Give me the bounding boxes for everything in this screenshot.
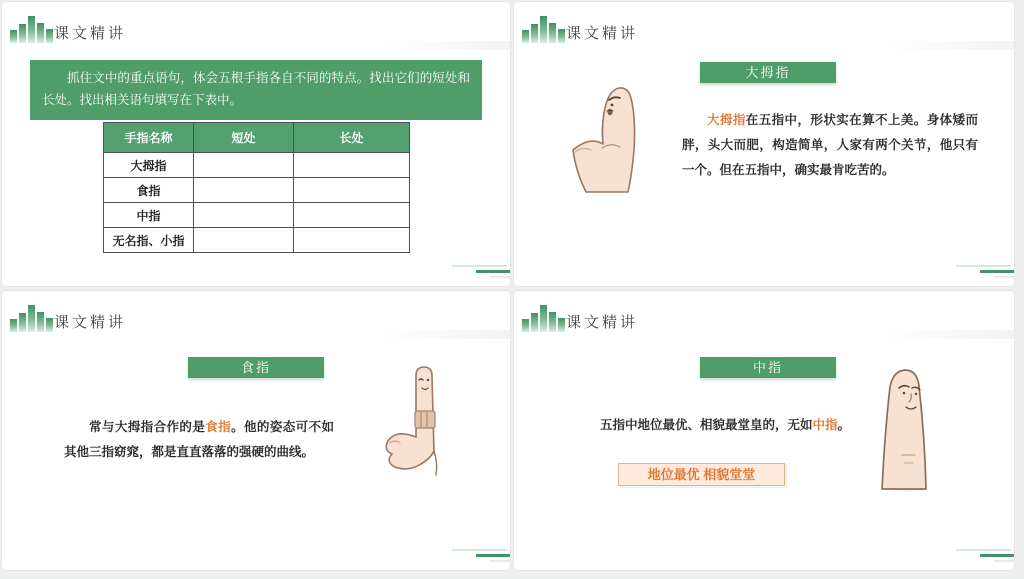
table-header-row: [104, 123, 410, 153]
slide-overview[interactable]: [2, 2, 510, 286]
thumb-illustration: [572, 80, 650, 194]
table-row: [104, 153, 410, 178]
finger-description: 常与大拇指合作的是食指。他的姿态可不如其他三指窈窕，都是直直落落的强硬的曲线。: [64, 420, 334, 459]
slide-middle-finger[interactable]: [514, 291, 1014, 570]
table-cell: [294, 228, 410, 253]
header-strip: [380, 330, 510, 339]
slide-grid: [2, 2, 1014, 570]
slide-title: 课文精讲: [54, 25, 127, 42]
instruction-box: 抓住文中的重点语句，体会五根手指各自不同的特点。找出它们的短处和长处。找出相关语句填写在下表中。: [30, 60, 482, 120]
table-cell: [294, 203, 410, 228]
table-cell: [194, 228, 294, 253]
finger-label-badge: 中指: [700, 357, 836, 378]
index-finger-illustration: [380, 363, 462, 477]
table-header-cell: 长处: [294, 123, 410, 153]
slide-title: 课文精讲: [566, 314, 639, 331]
table-cell: [194, 203, 294, 228]
table-cell: 食指: [104, 178, 194, 203]
highlighted-term: 中指: [812, 418, 838, 432]
finger-table: [103, 122, 409, 253]
slide-thumb[interactable]: [514, 2, 1014, 286]
table-row: [104, 203, 410, 228]
table-cell: [194, 153, 294, 178]
table-header-cell: 手指名称: [104, 123, 194, 153]
corner-accent-lines: [944, 540, 1014, 570]
callout-box: 地位最优 相貌堂堂: [618, 463, 785, 486]
table-row: [104, 178, 410, 203]
finger-description: 五指中地位最优、相貌最堂皇的，无如中指。: [600, 418, 851, 432]
table-header-cell: 短处: [194, 123, 294, 153]
bar-chart-icon: [10, 15, 53, 43]
table-cell: [294, 153, 410, 178]
corner-accent-lines: [440, 540, 510, 570]
middle-finger-illustration: [872, 365, 942, 493]
slide-title: 课文精讲: [566, 25, 639, 42]
header-strip: [380, 41, 510, 50]
table-cell: 无名指、小指: [104, 228, 194, 253]
finger-label-badge: 大拇指: [700, 62, 836, 83]
finger-description: 大拇指在五指中，形状实在算不上美。身体矮而胖，头大而肥，构造简单，人家有两个关节，他只有一个。但在五指中，确实最肯吃苦的。: [682, 113, 978, 177]
header-strip: [884, 41, 1014, 50]
highlighted-term: 大拇指: [707, 113, 746, 127]
highlighted-term: 食指: [205, 420, 232, 434]
slide-index-finger[interactable]: [2, 291, 510, 570]
table-cell: 大拇指: [104, 153, 194, 178]
finger-label-badge: 食指: [188, 357, 324, 378]
table-row: [104, 228, 410, 253]
table-cell: [294, 178, 410, 203]
slide-title: 课文精讲: [54, 314, 127, 331]
corner-accent-lines: [944, 256, 1014, 286]
bar-chart-icon: [522, 304, 565, 332]
table-cell: 中指: [104, 203, 194, 228]
header-strip: [884, 330, 1014, 339]
table-cell: [194, 178, 294, 203]
bar-chart-icon: [10, 304, 53, 332]
bar-chart-icon: [522, 15, 565, 43]
corner-accent-lines: [440, 256, 510, 286]
